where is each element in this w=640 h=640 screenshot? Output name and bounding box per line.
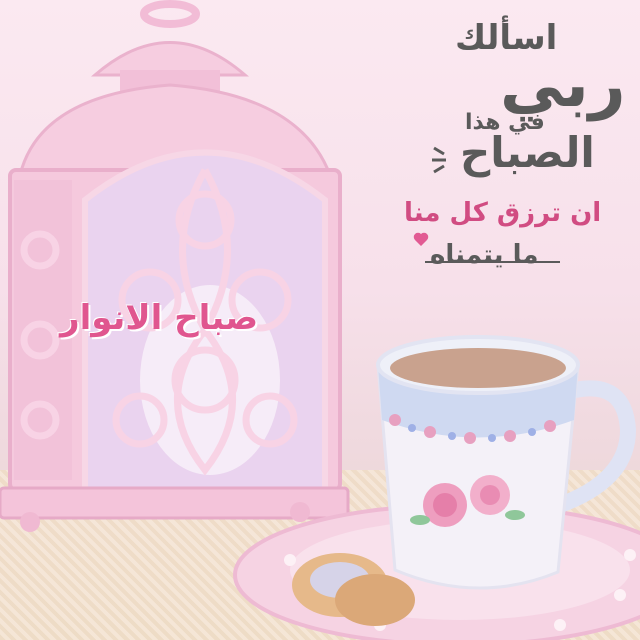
greeting-line-6: ما يتمناه <box>430 240 539 270</box>
greeting-line-2: ربي <box>500 48 626 122</box>
greeting-line-1: اسألك <box>455 18 558 58</box>
greeting-line-5: ان ترزق كل منا <box>404 198 602 228</box>
greeting-line-3: في هذا <box>465 110 545 135</box>
greeting-line-4: الصباح <box>460 128 595 177</box>
lantern <box>0 4 348 532</box>
caption-morning-lights: صباح الانوار <box>60 298 259 338</box>
